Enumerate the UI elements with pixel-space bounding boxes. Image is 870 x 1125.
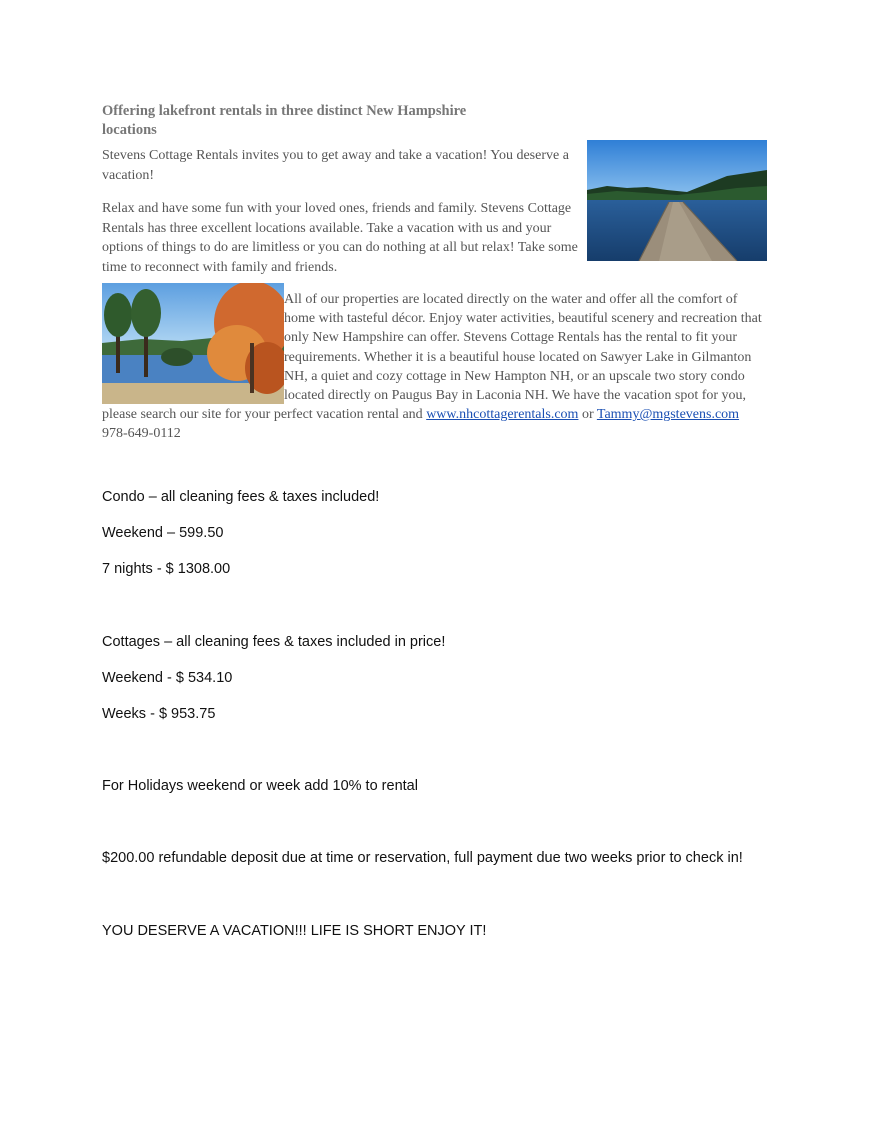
lake-dock-image	[587, 140, 767, 261]
cottages-weeks-price: Weeks - $ 953.75	[102, 706, 216, 722]
properties-line: All of our properties are located directly on the water and offer all the comfort of	[284, 292, 738, 307]
phone-number: 978-649-0112	[102, 426, 181, 441]
properties-tail-text: please search our site for your perfect vacation rental and	[102, 407, 423, 422]
autumn-lake-image	[102, 283, 284, 404]
deposit-note: $200.00 refundable deposit due at time or reservation, full payment due two weeks prior to check in!	[102, 850, 743, 866]
intro-paragraph: Stevens Cottage Rentals invites you to get away and take a vacation! You deserve a vacation!	[102, 148, 569, 183]
condo-title: Condo – all cleaning fees & taxes included!	[102, 489, 380, 505]
properties-line: NH, a quiet and cozy cottage in New Hampton NH, or an upscale two story condo	[284, 368, 745, 384]
website-link[interactable]: www.nhcottagerentals.com	[426, 407, 579, 422]
holidays-note: For Holidays weekend or week add 10% to rental	[102, 778, 418, 794]
properties-tail	[102, 405, 782, 425]
properties-line: requirements. Whether it is a beautiful house located on Sawyer Lake in Gilmanton	[284, 349, 752, 365]
relax-paragraph: Relax and have some fun with your loved ones, friends and family. Stevens Cottage Rentals has three excellent locations available. Take a vacation with us and your options of things to do are limitless or you can do nothing at all but relax! Take some time to reconnect with family and friends.	[102, 201, 578, 275]
cottages-weekend-price: Weekend - $ 534.10	[102, 670, 233, 686]
lake-dock-photo	[587, 140, 767, 261]
condo-weekend-price: Weekend – 599.50	[102, 525, 224, 541]
properties-paragraph	[284, 290, 770, 405]
page-heading	[102, 102, 502, 140]
tagline: YOU DESERVE A VACATION!!! LIFE IS SHORT ENJOY IT!	[102, 923, 487, 939]
heading-line-1: Offering lakefront rentals in three distinct New Hampshire	[102, 103, 467, 119]
cottages-title: Cottages – all cleaning fees & taxes included in price!	[102, 634, 446, 650]
heading-line-2: locations	[102, 122, 157, 138]
autumn-lake-photo	[102, 283, 284, 404]
properties-line: located directly on Paugus Bay in Laconia NH. We have the vacation spot for you,	[284, 388, 747, 404]
email-link[interactable]: Tammy@mgstevens.com	[596, 407, 740, 422]
properties-line: home with tasteful décor. Enjoy water activities, beautiful scenery and recreation that	[284, 311, 762, 327]
or-text: or	[581, 407, 594, 422]
properties-line: only New Hampshire can offer. Stevens Cottage Rentals has the rental to fit your	[284, 330, 738, 346]
condo-7nights-price: 7 nights - $ 1308.00	[102, 561, 231, 577]
